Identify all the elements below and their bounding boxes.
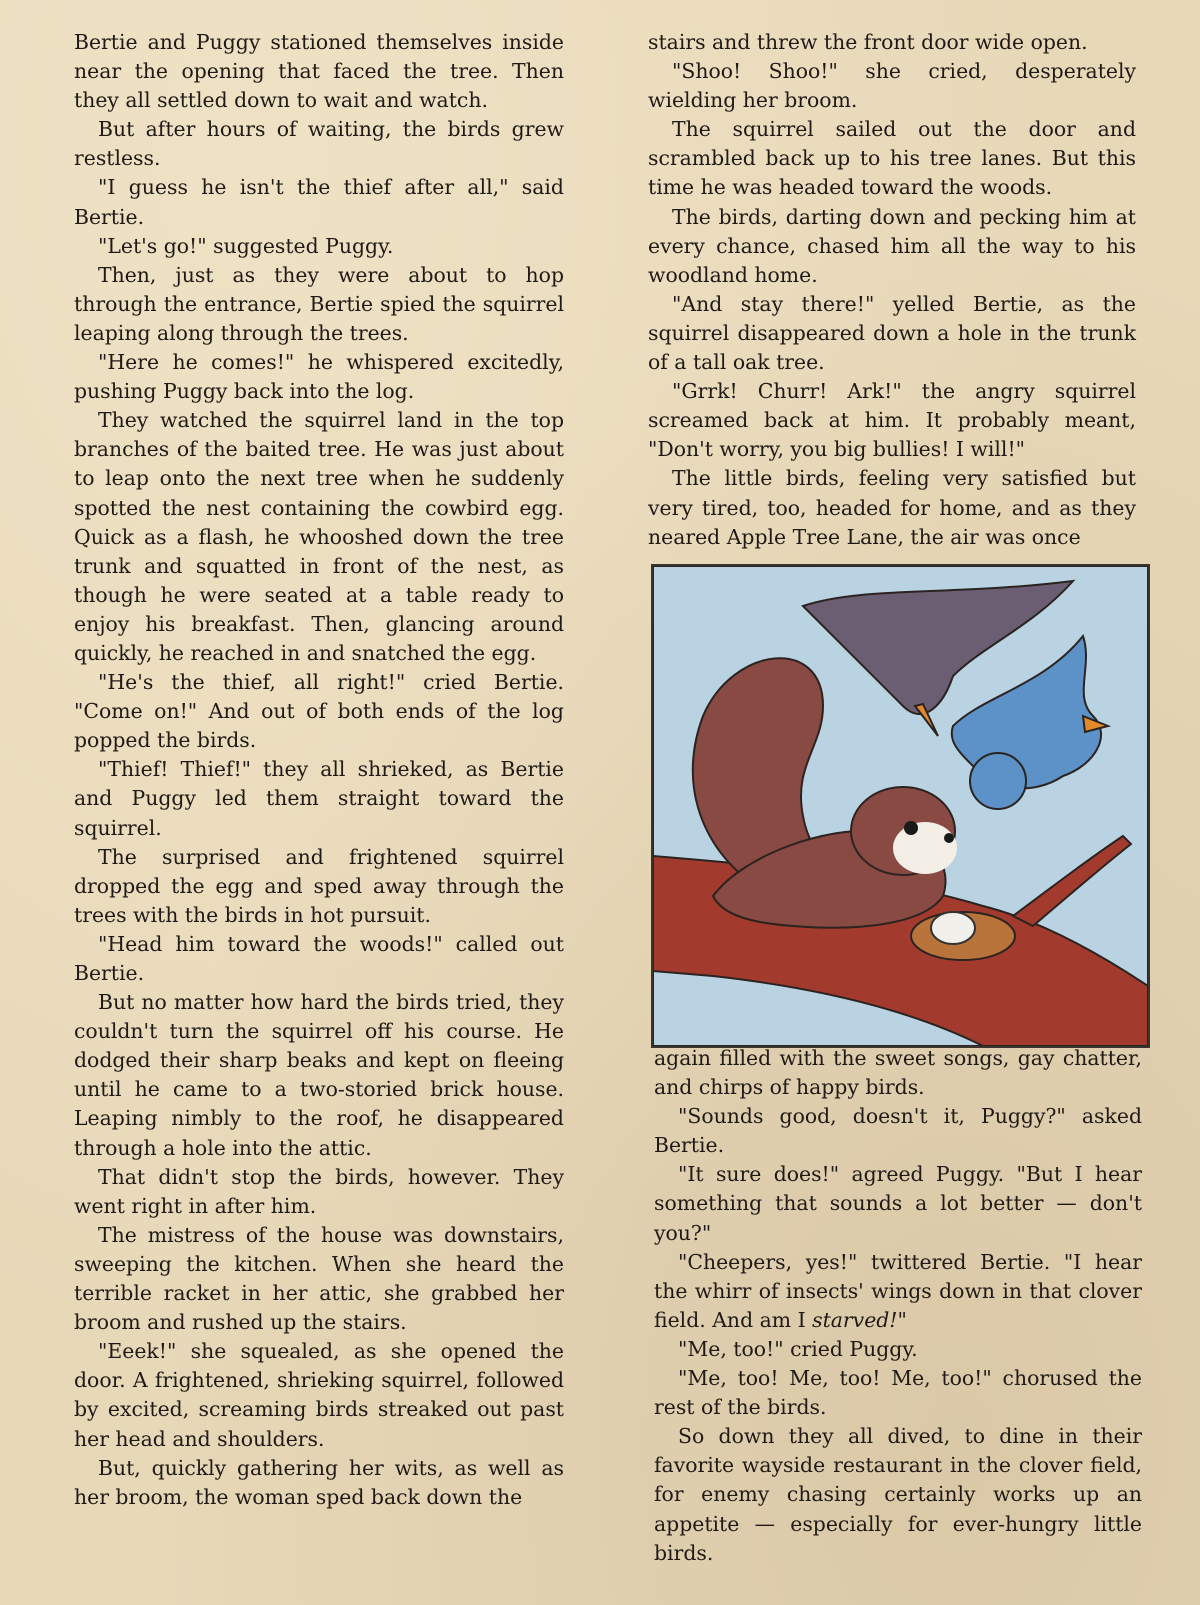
paragraph: "Here he comes!" he whispered excitedly, pushing Puggy back into the log. — [74, 350, 564, 404]
paragraph: They watched the squirrel land in the top branches of the baited tree. He was just about to leap onto the next tree when he suddenly spotted the nest containing the cowbird egg. Quick as a flash, he whooshed down the tree trunk and squatted in front of the nest, as though he were seated at a table ready to enjoy his breakfast. Then, glancing around quickly, he reached in and snatched the egg. — [74, 408, 564, 665]
paragraph: "Head him toward the woods!" called out Bertie. — [74, 931, 564, 985]
paragraph: But, quickly gathering her wits, as well as her broom, the woman sped back down the — [74, 1455, 564, 1509]
paragraph-starved — [654, 1248, 1142, 1335]
paragraph: Bertie and Puggy stationed themselves inside near the opening that faced the tree. Then they all settled down to wait and watch. — [74, 30, 564, 113]
paragraph: But after hours of waiting, the birds grew restless. — [74, 117, 564, 171]
paragraph: But no matter how hard the birds tried, they couldn't turn the squirrel off his course. He dodged their sharp beaks and kept on fleeing until he came to a two-storied brick house. Leaping nimbly to the roof, he disappeared through a hole into the attic. — [74, 990, 564, 1160]
blue-bird-head — [970, 753, 1026, 809]
paragraph: "I guess he isn't the thief after all," said Bertie. — [74, 175, 564, 229]
paragraph: "Me, too! Me, too! Me, too!" chorused the rest of the birds. — [654, 1366, 1142, 1420]
paragraph: "Grrk! Churr! Ark!" the angry squirrel screamed back at him. It probably meant, "Don't worry, you big bullies! I will!" — [648, 379, 1136, 462]
paragraph: "It sure does!" agreed Puggy. "But I hear something that sounds a lot better — don't you?" — [654, 1162, 1142, 1245]
paragraph: "Shoo! Shoo!" she cried, desperately wielding her broom. — [648, 59, 1136, 113]
starved-pre: "Cheepers, yes!" twittered Bertie. "I hear the whirr of insects' wings down in that clover field. And am I — [654, 1249, 1142, 1332]
right-text-column-bottom — [654, 1044, 1142, 1568]
paragraph: again filled with the sweet songs, gay chatter, and chirps of happy birds. — [654, 1046, 1142, 1100]
right-text-column-top — [648, 28, 1136, 552]
paragraph: That didn't stop the birds, however. They went right in after him. — [74, 1164, 564, 1218]
paragraph: The birds, darting down and pecking him at every chance, chased him all the way to his woodland home. — [648, 204, 1136, 287]
paragraph: "Me, too!" cried Puggy. — [678, 1336, 918, 1361]
squirrel-eye — [904, 821, 918, 835]
paragraph: "Thief! Thief!" they all shrieked, as Bertie and Puggy led them straight toward the squirrel. — [74, 757, 564, 840]
paragraph: stairs and threw the front door wide open. — [648, 30, 1088, 54]
squirrel-nose — [944, 833, 954, 843]
paragraph: "And stay there!" yelled Bertie, as the squirrel disappeared down a hole in the trunk of a tall oak tree. — [648, 291, 1136, 375]
paragraph: "Let's go!" suggested Puggy. — [98, 233, 394, 258]
paragraph: The surprised and frightened squirrel dropped the egg and sped away through the trees with the birds in hot pursuit. — [74, 844, 564, 927]
starved-emphasis: starved! — [812, 1307, 898, 1332]
squirrel-muzzle — [893, 822, 957, 874]
paragraph: "Eeek!" she squealed, as she opened the door. A frightened, shrieking squirrel, followed by excited, screaming birds streaked out past her head and shoulders. — [74, 1339, 564, 1451]
story-illustration — [651, 564, 1150, 1048]
paragraph: "He's the thief, all right!" cried Bertie. "Come on!" And out of both ends of the log popped the birds. — [74, 670, 564, 753]
paragraph: "Sounds good, doesn't it, Puggy?" asked Bertie. — [654, 1104, 1142, 1158]
paragraph: Then, just as they were about to hop through the entrance, Bertie spied the squirrel leaping along through the trees. — [74, 262, 564, 345]
egg — [931, 912, 975, 944]
paragraph: The squirrel sailed out the door and scrambled back up to his tree lanes. But this time he was headed toward the woods. — [648, 117, 1136, 200]
left-text-column — [74, 28, 564, 1512]
paragraph: So down they all dived, to dine in their favorite wayside restaurant in the clover field, for enemy chasing certainly works up an appetite — especially for ever-hungry little birds. — [654, 1424, 1142, 1565]
squirrel-birds-illustration — [653, 566, 1148, 1046]
starved-post: " — [897, 1307, 907, 1332]
paragraph: The mistress of the house was downstairs, sweeping the kitchen. When she heard the terrible racket in her attic, she grabbed her broom and rushed up the stairs. — [74, 1222, 564, 1335]
paragraph: The little birds, feeling very satisfied but very tired, too, headed for home, and as they neared Apple Tree Lane, the air was once — [648, 466, 1136, 549]
